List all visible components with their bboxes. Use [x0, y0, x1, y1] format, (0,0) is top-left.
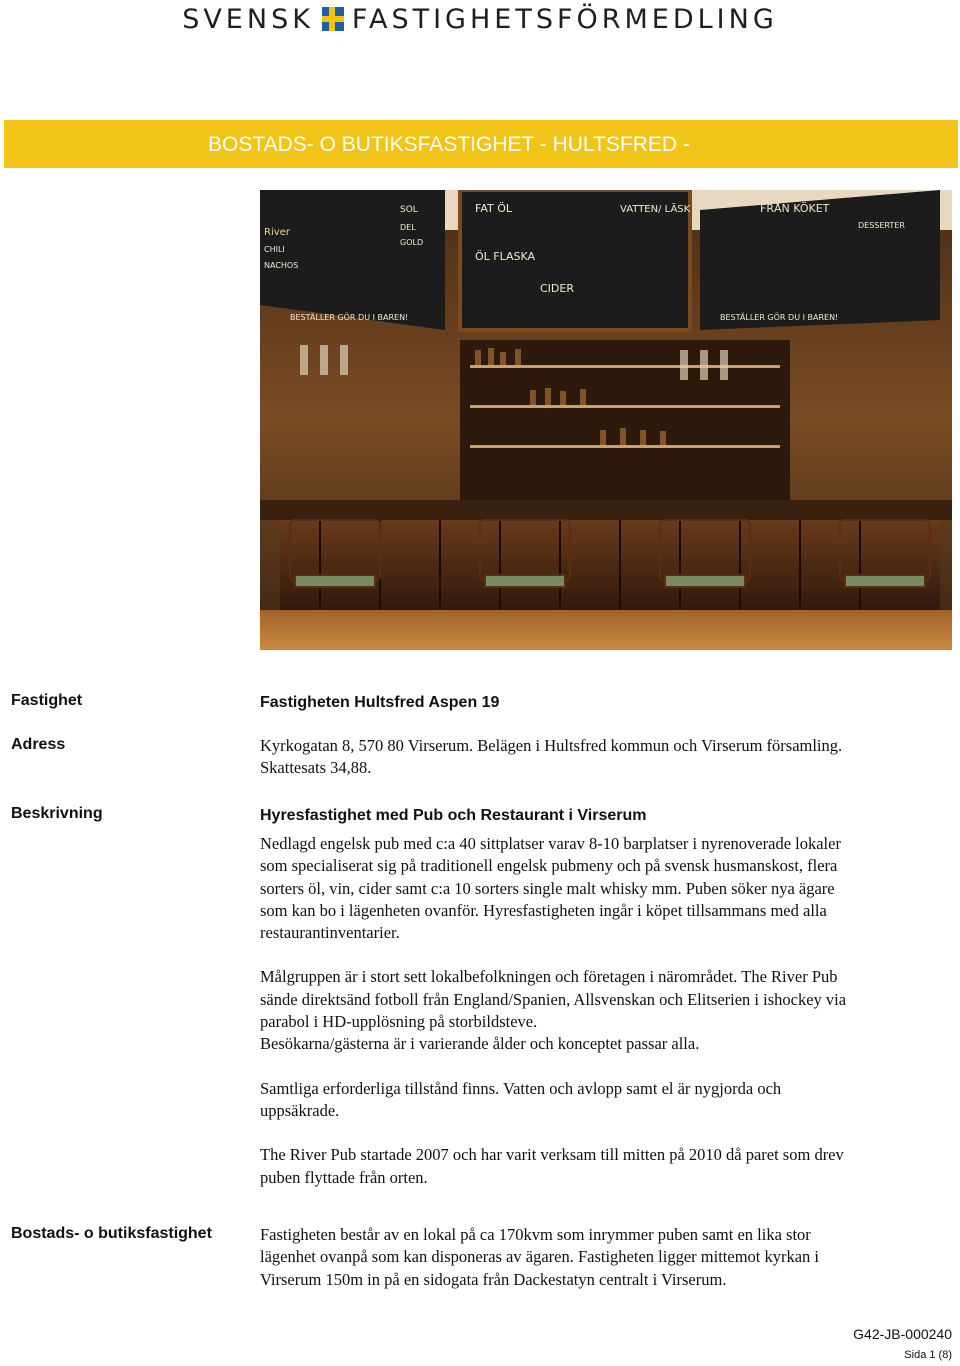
bostads-body	[260, 1224, 950, 1291]
menu-left-river: River	[264, 227, 290, 238]
beskrivning-p2-line: Besökarna/gästerna är i varierande ålder och konceptet passar alla.	[260, 1034, 700, 1054]
beskrivning-body	[260, 833, 950, 1189]
beskrivning-p2-line: sände direktsänd fotboll från England/Spanien, Allsvenskan och Elitserien i ishockey via	[260, 989, 847, 1009]
adress-line-1: Kyrkogatan 8, 570 80 Virserum. Belägen i Hultsfred kommun och Virserum församling.	[260, 736, 843, 755]
menu-board-vatten: VATTEN/ LÄSK	[620, 204, 691, 215]
bostads-line: Virserum 150m in på en sidogata från Dackestatyn centralt i Virserum.	[260, 1269, 727, 1289]
adress-value	[260, 735, 950, 780]
beskrivning-p1-line: som specialiserat sig på traditionell engelsk pubmeny och på svensk husmanskost, flera	[260, 856, 838, 876]
beskrivning-heading: Hyresfastighet med Pub och Restaurant i Virserum	[260, 807, 647, 824]
fastighet-value: Fastigheten Hultsfred Aspen 19	[260, 694, 500, 711]
pub-bar-photo	[260, 190, 952, 650]
menu-board-cider: CIDER	[540, 282, 574, 295]
title-banner	[4, 120, 958, 168]
page-number: Sida 1 (8)	[904, 1349, 952, 1361]
swedish-flag-icon	[322, 7, 344, 31]
beskrivning-p3-line: uppsäkrade.	[260, 1100, 340, 1120]
beskrivning-p1-line: sorters öl, vin, cider samt c:a 10 sorters single malt whisky mm. Puben söker nya ägare	[260, 878, 835, 898]
menu-board-desserter: DESSERTER	[858, 221, 905, 230]
menu-left-footer: BESTÄLLER GÖR DU I BAREN!	[290, 313, 409, 322]
beskrivning-p1-line: Nedlagd engelsk pub med c:a 40 sittplatser varav 8-10 barplatser i nyrenoverade lokaler	[260, 834, 841, 853]
beskrivning-p2-line: parabol i HD-upplösning på storbildsteve.	[260, 1012, 538, 1032]
menu-board-fat-ol: FAT ÖL	[475, 202, 512, 215]
menu-left-chili: CHILI	[264, 245, 285, 254]
beskrivning-p1-line: restaurantinventarier.	[260, 923, 400, 943]
bostads-line: lägenhet ovanpå som kan disponeras av ägaren. Fastigheten ligger mittemot kyrkan i	[260, 1247, 820, 1267]
menu-left-nachos: NACHOS	[264, 261, 299, 270]
menu-right-footer: BESTÄLLER GÖR DU I BAREN!	[720, 313, 839, 322]
menu-left-del: DEL	[400, 223, 416, 232]
fastighet-label: Fastighet	[11, 692, 83, 709]
menu-left-gold: GOLD	[400, 238, 424, 247]
bostads-line: Fastigheten består av en lokal på ca 170kvm som inrymmer puben samt en lika stor	[260, 1225, 811, 1244]
beskrivning-p2-line: Målgruppen är i stort sett lokalbefolkningen och företagen i närområdet. The River Pub	[260, 967, 838, 987]
logo-text-left: SVENSK	[182, 4, 314, 35]
menu-board-fran-koket: FRÅN KÖKET	[760, 202, 830, 215]
menu-left-sol: SOL	[400, 205, 418, 215]
beskrivning-p3-line: Samtliga erforderliga tillstånd finns. Vatten och avlopp samt el är nygjorda och	[260, 1078, 782, 1098]
adress-line-2: Skattesats 34,88.	[260, 758, 372, 778]
document-code: G42-JB-000240	[853, 1326, 952, 1342]
company-logo	[0, 4, 960, 36]
beskrivning-label: Beskrivning	[11, 805, 103, 822]
bostads-label: Bostads- o butiksfastighet	[11, 1225, 212, 1242]
logo-text-right: FASTIGHETSFÖRMEDLING	[351, 4, 778, 35]
beskrivning-p4-line: The River Pub startade 2007 och har varit verksam till mitten på 2010 då paret som drev	[260, 1145, 844, 1165]
beskrivning-p4-line: puben flyttade från orten.	[260, 1167, 428, 1187]
menu-board-ol-flaska: ÖL FLASKA	[475, 250, 536, 263]
page-title: BOSTADS- O BUTIKSFASTIGHET - HULTSFRED -	[208, 133, 690, 156]
beskrivning-p1-line: som kan bo i lägenheten ovanför. Hyresfastigheten ingår i köpet tillsammans med alla	[260, 900, 827, 920]
adress-label: Adress	[11, 736, 66, 753]
